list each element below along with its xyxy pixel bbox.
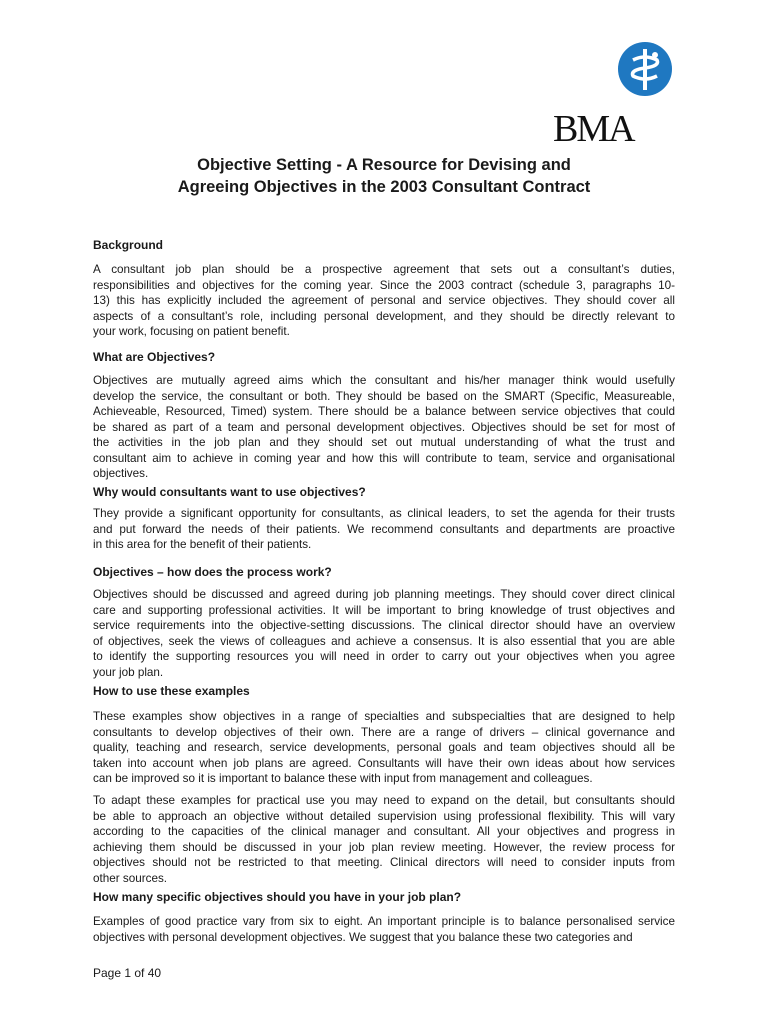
text-line: your work, focusing on patient benefit. [93,325,290,338]
section-heading: Background [93,238,164,252]
text-line: quality, teaching and research, service developments, personal goals and team objectives should all be [93,741,675,754]
text-line: be able to approach an objective without detailed supervision using professional flexibility. This will vary [93,809,675,823]
text-line: objectives with personal development objectives. We suggest that you balance these two categories and [93,930,633,944]
document-title [0,154,768,198]
text-line: care and supporting professional activities. It will be important to bring knowledge of trust objectives and [93,603,675,617]
text-line: your job plan. [93,665,164,679]
section-heading: How many specific objectives should you have in your job plan? [93,890,462,904]
text-line: be shared as part of a team and personal development objectives. Objectives should be set for most of [93,420,675,434]
text-line: They provide a significant opportunity for consultants, as clinical leaders, to set the agenda for their trusts [93,507,675,520]
text-line: in this area for the benefit of their patients. [93,538,312,551]
text-line: to identify the supporting resources you will need in order to carry out your objectives when you agree [93,650,675,663]
text-line: responsibilities and objectives for the coming year. Since the 2003 contract (schedule 3, paragraphs 10- [93,278,675,292]
text-line: other sources. [93,871,168,885]
text-line: achieving them should be discussed in your job plan review meeting. However, the review process for [93,840,675,854]
text-line: can be improved so it is important to balance these with input from management and colleagues. [93,772,593,785]
text-line: Examples of good practice vary from six to eight. An important principle is to balance personalised service [93,915,675,928]
text-line: service requirements into the objective-setting discussions. The clinical director should have an overview [93,619,675,632]
title-line: Objective Setting - A Resource for Devising and [197,156,571,174]
text-line: develop the service, the consultant or both. They should be based on the SMART (Specific, Measureable, [93,389,675,403]
body-paragraph [93,709,675,787]
body-paragraph [93,914,675,945]
text-line: objectives. [93,467,149,480]
text-line: aspects of a consultant’s role, including personal development, and they should be directly relevant to [93,309,675,323]
body-paragraph [93,506,675,553]
text-line: the activities in the job plan and they should set out mutual understanding of what the trust and [93,436,675,449]
text-line: These examples show objectives in a range of specialties and subspecialties that are designed to help [93,710,675,723]
text-line: A consultant job plan should be a prospective agreement that sets out a consultant’s duties, [93,263,675,276]
text-line: taken into account when job plans are agreed. Consultants will have their own ideas about how services [93,756,675,770]
text-line: of objectives, seek the views of colleagues and achieve a consensus. It is also essential that you are able [93,634,675,648]
body-paragraph [93,793,675,886]
text-line: consultant aim to achieve in coming year and how this will contribute to team, service and organisational [93,451,675,465]
text-line: To adapt these examples for practical use you may need to expand on the detail, but consultants should [93,794,675,807]
section-heading: How to use these examples [93,684,250,698]
text-line: Objectives should be discussed and agreed during job planning meetings. They should cover direct clinical [93,588,675,601]
page-number: Page 1 of 40 [93,966,162,980]
text-line: Achieveable, Resourced, Timed) system. There should be a balance between service objectives that could [93,405,675,418]
body-paragraph [93,587,675,680]
section-heading: Objectives – how does the process work? [93,565,332,579]
section-heading: What are Objectives? [93,350,216,364]
text-line: Objectives are mutually agreed aims which the consultant and his/her manager think would usefully [93,374,675,387]
text-line: 13) this has explicitly included the agreement of personal and service objectives. They should cover all [93,294,675,307]
title-line: Agreeing Objectives in the 2003 Consultant Contract [177,178,591,196]
logo-text: BMA [553,108,634,150]
section-heading: Why would consultants want to use objectives? [93,485,366,499]
text-line: and put forward the needs of their patients. We recommend consultants and departments are proactive [93,522,675,536]
text-line: consultants to develop objectives of their own. There are a range of drivers – clinical governance and [93,725,675,739]
bma-emblem-icon [616,40,674,98]
text-line: objectives should not be restricted to that meeting. Clinical directors will need to consider inputs from [93,856,675,869]
body-paragraph [93,373,675,482]
text-line: according to the capacities of the clinical manager and consultant. All your objectives and progress in [93,825,675,838]
body-paragraph [93,262,675,340]
